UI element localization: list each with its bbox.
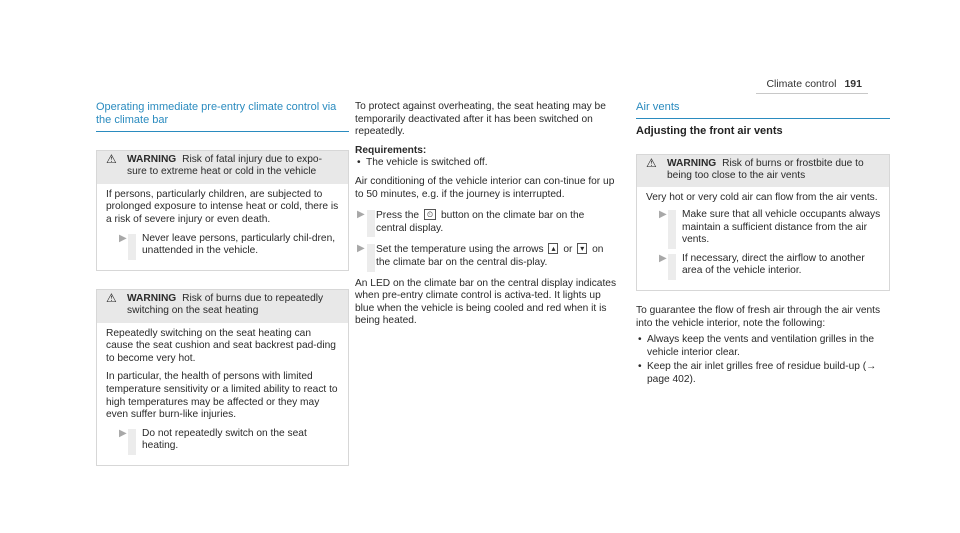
warning-label: WARNING: [127, 292, 177, 304]
intro-text: To protect against overheating, the seat heating may be temporarily deactivated after it has been switched on repeatedly.: [355, 101, 606, 138]
instruction-step: [646, 209, 881, 247]
subsection-title: Adjusting the front air vents: [636, 125, 783, 137]
requirements-title: Requirements:: [355, 144, 427, 156]
instruction-step: [106, 233, 340, 258]
step-arrow-icon: ▶: [357, 209, 365, 221]
step-arrow-icon: ▶: [659, 209, 667, 220]
step-text: Press the: [376, 210, 420, 222]
section-title-preentry: Operating immediate pre-entry climate control via the climate bar: [96, 101, 349, 132]
paragraph: An LED on the climate bar on the central display indicates when pre-entry climate control is activa-ted. It lights up blue when the vehicle is being cooled and red when it is being heated.: [355, 277, 617, 327]
step-arrow-icon: ▶: [119, 427, 127, 439]
warning-heading: Risk of burns due to repeatedly switching on the seat heating: [127, 292, 324, 317]
warning-text: If persons, particularly children, are subjected to prolonged exposure to intense heat or cold, there is a risk of severe injury or even death.: [106, 188, 339, 225]
instruction-step: [646, 253, 881, 278]
warning-text: Very hot or very cold air can flow from the air vents.: [646, 192, 878, 204]
paragraph: Air conditioning of the vehicle interior can con-tinue for up to 50 minutes, e.g. if the journey is interrupted.: [355, 175, 615, 200]
warning-heading: Risk of fatal injury due to expo-sure to extreme heat or cold in the vehicle: [127, 154, 322, 178]
warning-text: In particular, the health of persons with limited temperature sensitivity or a limited ability to react to high temperatures may be affected or they may even suffer burn-like injuries.: [106, 371, 338, 421]
warning-header: [637, 155, 889, 188]
step-text: on the climate bar on the central dis-play.: [376, 244, 604, 268]
step-text: Make sure that all vehicle occupants always maintain a sufficient distance from the air vents.: [682, 209, 881, 246]
warning-triangle-icon: ⚠: [106, 152, 117, 166]
warning-box-burns-frostbite: [636, 154, 890, 291]
warning-box-burns-seat-heating: [96, 289, 349, 466]
arrow-up-icon: ▴: [548, 243, 558, 254]
warning-header: [97, 290, 348, 323]
running-header: [766, 78, 862, 91]
column-middle: [355, 101, 617, 334]
page-number: 191: [844, 78, 862, 90]
column-right: [636, 101, 890, 389]
instruction-step: [355, 209, 617, 235]
section-title-air-vents: Air vents: [636, 101, 890, 119]
warning-triangle-icon: ⚠: [106, 290, 117, 305]
header-section: Climate control: [766, 78, 837, 90]
step-arrow-icon: ▶: [119, 232, 127, 244]
step-text: Never leave persons, particularly chil-dren, unattended in the vehicle.: [142, 232, 336, 257]
arrow-down-icon: ▾: [577, 243, 587, 254]
warning-heading: Risk of burns or frostbite due to being too close to the air vents: [667, 157, 864, 181]
warning-label: WARNING: [127, 154, 177, 165]
warning-text: Repeatedly switching on the seat heating can cause the seat cushion and seat backrest pad-ding to become very hot.: [106, 327, 336, 364]
warning-triangle-icon: ⚠: [646, 155, 657, 170]
step-text: Do not repeatedly switch on the seat heating.: [142, 427, 307, 452]
list-item: • Always keep the vents and ventilation grilles in the vehicle interior clear.: [636, 334, 890, 359]
warning-header: [97, 151, 348, 184]
requirement-item: • The vehicle is switched off.: [355, 157, 617, 170]
step-text: Set the temperature using the arrows: [376, 244, 544, 256]
header-rule: [756, 93, 868, 94]
list-item: • Keep the air inlet grilles free of residue build-up (→ page 402).: [636, 361, 890, 386]
preentry-climate-button-icon: ⏲: [424, 209, 436, 220]
instruction-step: [355, 243, 617, 269]
column-left: [96, 101, 349, 466]
step-text: button on the climate bar on the central display.: [376, 210, 585, 234]
warning-box-fatal-injury: [96, 150, 349, 271]
warning-body: [97, 184, 348, 270]
warning-body: [637, 187, 889, 290]
warning-body: [97, 323, 348, 465]
step-arrow-icon: ▶: [659, 252, 667, 264]
step-text: If necessary, direct the airflow to another area of the vehicle interior.: [682, 252, 865, 277]
paragraph: To guarantee the flow of fresh air through the air vents into the vehicle interior, note the following:: [636, 304, 881, 329]
step-text: or: [563, 244, 573, 256]
instruction-step: [106, 428, 340, 453]
step-arrow-icon: ▶: [357, 243, 365, 255]
warning-label: WARNING: [667, 157, 717, 169]
